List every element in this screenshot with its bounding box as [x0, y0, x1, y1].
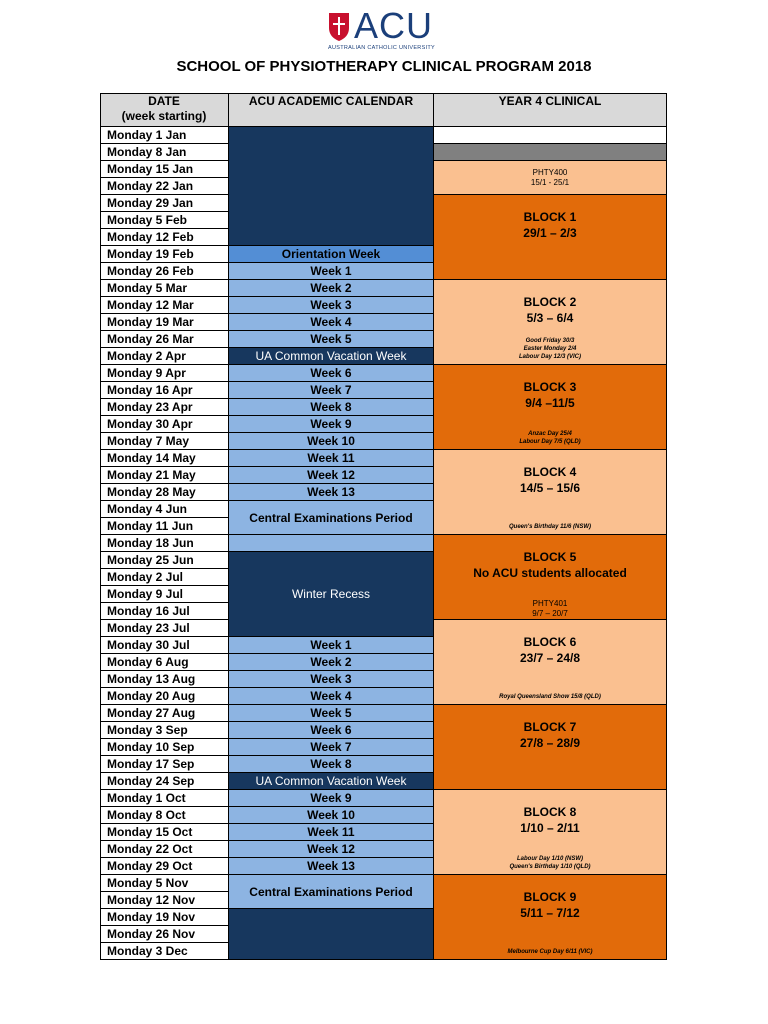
shield-icon — [328, 12, 350, 42]
date-cell: Monday 11 Jun — [100, 518, 229, 535]
column-header-date — [100, 93, 229, 127]
block-dates: 14/5 – 15/6 — [519, 481, 581, 495]
date-cell: Monday 21 May — [100, 467, 229, 484]
date-cell: Monday 22 Jan — [100, 178, 229, 195]
calendar-cell: Week 10 — [229, 807, 434, 824]
block-notes — [519, 430, 580, 449]
block-dates: 9/4 –11/5 — [525, 396, 575, 410]
block-title: BLOCK 1 — [523, 210, 577, 224]
clinical-block — [434, 161, 667, 195]
date-cell: Monday 26 Nov — [100, 926, 229, 943]
calendar-cell: Week 2 — [229, 280, 434, 297]
clinical-block — [434, 280, 667, 365]
logo-subtitle: AUSTRALIAN CATHOLIC UNIVERSITY — [328, 45, 435, 51]
clinical-block — [434, 620, 667, 705]
note-line: Easter Monday 2/4 — [523, 346, 577, 352]
unit-line: PHTY400 — [532, 167, 568, 177]
calendar-cell: Week 3 — [229, 671, 434, 688]
date-cell: Monday 30 Jul — [100, 637, 229, 654]
date-cell: Monday 4 Jun — [100, 501, 229, 518]
block-title: BLOCK 4 — [523, 465, 577, 479]
date-cell: Monday 20 Aug — [100, 688, 229, 705]
calendar-cell: Central Examinations Period — [229, 501, 434, 535]
date-cell: Monday 12 Mar — [100, 297, 229, 314]
date-cell: Monday 5 Nov — [100, 875, 229, 892]
column-header-clinical: YEAR 4 CLINICAL — [434, 93, 667, 127]
calendar-cell: Week 6 — [229, 722, 434, 739]
clinical-block — [434, 195, 667, 280]
date-cell: Monday 12 Feb — [100, 229, 229, 246]
unit-line: 15/1 - 25/1 — [530, 177, 570, 187]
note-line: Anzac Day 25/4 — [528, 431, 572, 437]
unit-line: PHTY401 — [532, 599, 568, 608]
date-cell: Monday 23 Apr — [100, 399, 229, 416]
clinical-block — [434, 127, 667, 144]
date-cell: Monday 1 Oct — [100, 790, 229, 807]
date-header-line2: (week starting) — [121, 109, 207, 123]
calendar-cell: Week 5 — [229, 331, 434, 348]
date-cell: Monday 18 Jun — [100, 535, 229, 552]
clinical-block — [434, 875, 667, 960]
date-cell: Monday 29 Oct — [100, 858, 229, 875]
date-cell: Monday 6 Aug — [100, 654, 229, 671]
calendar-cell: Week 1 — [229, 263, 434, 280]
block-dates: 29/1 – 2/3 — [523, 226, 577, 240]
note-line: Labour Day 7/5 (QLD) — [519, 439, 581, 445]
block-title: BLOCK 5 — [523, 550, 577, 564]
date-cell: Monday 5 Mar — [100, 280, 229, 297]
calendar-cell: Week 8 — [229, 399, 434, 416]
block-dates: 5/3 – 6/4 — [526, 311, 574, 325]
calendar-cell: Week 7 — [229, 382, 434, 399]
logo-wordmark: ACU — [354, 5, 434, 46]
date-cell: Monday 19 Feb — [100, 246, 229, 263]
calendar-cell: Week 8 — [229, 756, 434, 773]
block-title: BLOCK 6 — [523, 635, 577, 649]
calendar-cell: Week 9 — [229, 416, 434, 433]
date-cell: Monday 15 Jan — [100, 161, 229, 178]
block-unit — [531, 168, 569, 188]
note-line: Labour Day 1/10 (NSW) — [516, 856, 583, 862]
clinical-block — [434, 705, 667, 790]
date-cell: Monday 13 Aug — [100, 671, 229, 688]
calendar-cell: Week 6 — [229, 365, 434, 382]
calendar-cell: Week 2 — [229, 654, 434, 671]
date-cell: Monday 28 May — [100, 484, 229, 501]
block-title: BLOCK 9 — [523, 890, 577, 904]
block-dates: 23/7 – 24/8 — [519, 651, 581, 665]
calendar-cell: Week 13 — [229, 858, 434, 875]
calendar-cell: Central Examinations Period — [229, 875, 434, 909]
calendar-cell: Week 13 — [229, 484, 434, 501]
date-cell: Monday 5 Feb — [100, 212, 229, 229]
clinical-block — [434, 790, 667, 875]
block-unit — [532, 599, 568, 619]
block-dates: 5/11 – 7/12 — [520, 906, 580, 920]
date-cell: Monday 19 Mar — [100, 314, 229, 331]
column-header-calendar: ACU ACADEMIC CALENDAR — [229, 93, 434, 127]
block-notes — [509, 855, 590, 874]
date-cell: Monday 25 Jun — [100, 552, 229, 569]
date-cell: Monday 3 Sep — [100, 722, 229, 739]
block-dates: 1/10 – 2/11 — [520, 821, 580, 835]
date-cell: Monday 24 Sep — [100, 773, 229, 790]
date-cell: Monday 9 Jul — [100, 586, 229, 603]
block-title: BLOCK 3 — [523, 380, 577, 394]
calendar-cell — [229, 535, 434, 552]
unit-line: 9/7 – 20/7 — [532, 609, 568, 618]
calendar-cell: Week 3 — [229, 297, 434, 314]
calendar-cell: Week 12 — [229, 841, 434, 858]
block-dates: 27/8 – 28/9 — [519, 736, 581, 750]
date-cell: Monday 3 Dec — [100, 943, 229, 960]
clinical-block — [434, 535, 667, 620]
clinical-block — [434, 365, 667, 450]
calendar-cell: Week 11 — [229, 450, 434, 467]
calendar-cell — [229, 909, 434, 960]
calendar-cell: Week 12 — [229, 467, 434, 484]
block-notes — [508, 948, 593, 959]
date-cell: Monday 16 Apr — [100, 382, 229, 399]
date-cell: Monday 26 Mar — [100, 331, 229, 348]
date-cell: Monday 26 Feb — [100, 263, 229, 280]
date-cell: Monday 17 Sep — [100, 756, 229, 773]
note-line: Queen's Birthday 1/10 (QLD) — [509, 864, 591, 870]
calendar-cell: UA Common Vacation Week — [229, 348, 434, 365]
calendar-cell: Winter Recess — [229, 552, 434, 637]
date-cell: Monday 2 Apr — [100, 348, 229, 365]
calendar-cell: Week 4 — [229, 688, 434, 705]
note-line: Royal Queensland Show 15/8 (QLD) — [499, 694, 601, 700]
calendar-cell: Week 7 — [229, 739, 434, 756]
date-cell: Monday 30 Apr — [100, 416, 229, 433]
note-line: Labour Day 12/3 (VIC) — [518, 354, 581, 360]
date-cell: Monday 23 Jul — [100, 620, 229, 637]
clinical-block — [434, 450, 667, 535]
date-header-line1: DATE — [148, 94, 180, 108]
date-cell: Monday 10 Sep — [100, 739, 229, 756]
calendar-cell: Week 1 — [229, 637, 434, 654]
date-cell: Monday 19 Nov — [100, 909, 229, 926]
calendar-cell: Week 11 — [229, 824, 434, 841]
note-line: Good Friday 30/3 — [525, 338, 575, 344]
date-cell: Monday 8 Oct — [100, 807, 229, 824]
calendar-cell: Week 10 — [229, 433, 434, 450]
date-cell: Monday 29 Jan — [100, 195, 229, 212]
clinical-block — [434, 144, 667, 161]
schedule-table — [100, 93, 667, 960]
date-cell: Monday 2 Jul — [100, 569, 229, 586]
date-cell: Monday 27 Aug — [100, 705, 229, 722]
calendar-cell: Week 5 — [229, 705, 434, 722]
date-cell: Monday 14 May — [100, 450, 229, 467]
block-title: BLOCK 2 — [523, 295, 577, 309]
calendar-cell: Week 4 — [229, 314, 434, 331]
note-line: Melbourne Cup Day 6/11 (VIC) — [507, 949, 593, 955]
block-title: BLOCK 7 — [523, 720, 577, 734]
block-dates: No ACU students allocated — [473, 566, 627, 580]
block-title: BLOCK 8 — [523, 805, 577, 819]
date-cell: Monday 12 Nov — [100, 892, 229, 909]
date-cell: Monday 8 Jan — [100, 144, 229, 161]
block-notes — [499, 693, 601, 704]
date-cell: Monday 1 Jan — [100, 127, 229, 144]
calendar-cell — [229, 127, 434, 246]
calendar-cell: UA Common Vacation Week — [229, 773, 434, 790]
page-title: SCHOOL OF PHYSIOTHERAPY CLINICAL PROGRAM 2018 — [176, 58, 592, 75]
date-cell: Monday 22 Oct — [100, 841, 229, 858]
note-line: Queen's Birthday 11/6 (NSW) — [509, 524, 591, 530]
date-cell: Monday 7 May — [100, 433, 229, 450]
calendar-cell: Week 9 — [229, 790, 434, 807]
date-cell: Monday 15 Oct — [100, 824, 229, 841]
calendar-cell: Orientation Week — [229, 246, 434, 263]
date-cell: Monday 16 Jul — [100, 603, 229, 620]
block-notes — [519, 337, 581, 364]
acu-logo — [328, 5, 440, 56]
date-cell: Monday 9 Apr — [100, 365, 229, 382]
block-notes — [509, 523, 591, 534]
